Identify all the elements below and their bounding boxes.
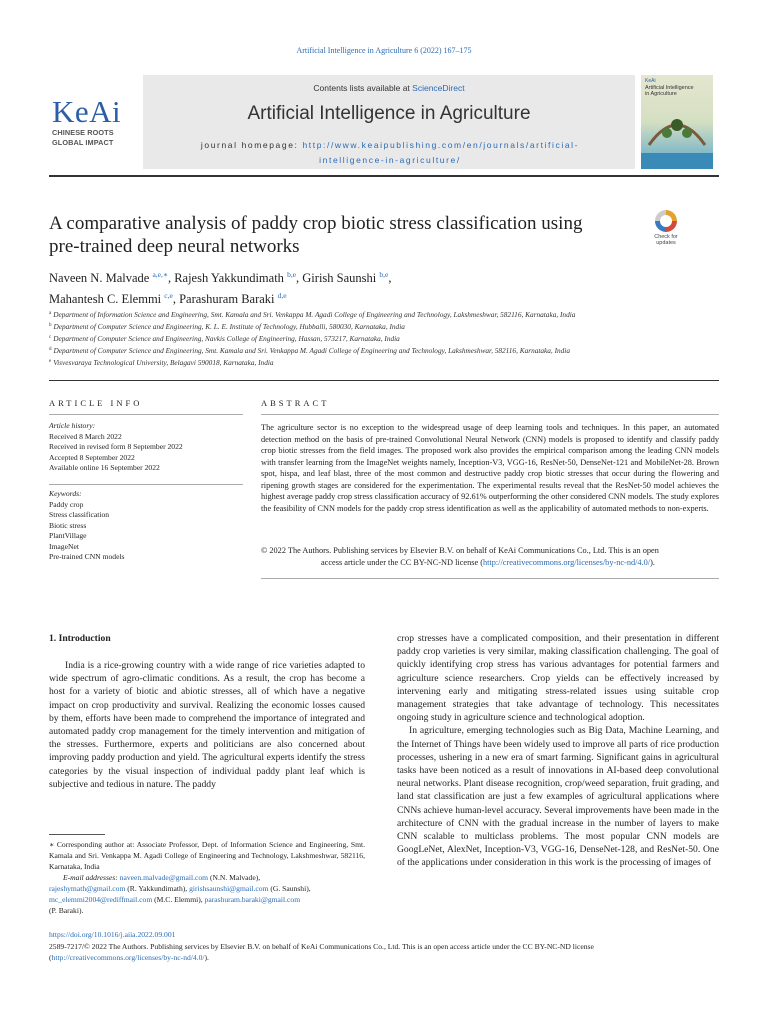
author-name[interactable]: Mahantesh C. Elemmi bbox=[49, 292, 162, 306]
cover-artwork bbox=[641, 75, 713, 169]
keai-tagline-1: CHINESE ROOTS bbox=[52, 128, 114, 137]
author-name[interactable]: Naveen N. Malvade bbox=[49, 271, 150, 285]
affiliation-item: $^e$ Visvesvaraya Technological University, Belagavi 590018, Karnataka, India bbox=[49, 358, 274, 367]
intro-paragraph: In agriculture, emerging technologies such as Big Data, Machine Learning, and the Internet of Things have been widely used to improve all parts of rice production processes, ushering in a new era of smart farming. Significant gains in agricultural tasks have been noticed as a result of innovations in AI-based deep convolutional neural networks. Plant disease recognition, crop/weed separation, fruit grading, and land stat classification are just a few examples of agricultural applications where CNNs achieve human-level accuracy. Several improvements have been made in the architecture of CNN with the gradual increase in the number of layers to make CNN scalable to multiclass problems. The most popular CNN models are GoogLeNet, AlexNet, Inception-V3, VGG-16, DenseNet-128, and ResNet-50. One of the applications under consideration in this work is the processing of images of bbox=[397, 725, 719, 869]
author-affil-sup[interactable]: b,e bbox=[379, 270, 389, 279]
author-affil-sup[interactable]: a,e,∗ bbox=[152, 270, 168, 279]
intro-column-2 bbox=[397, 632, 719, 870]
email-link[interactable]: mc_elemmi2004@rediffmail.com bbox=[49, 895, 153, 904]
issn-license-line: 2589-7217/© 2022 The Authors. Publishing services by Elsevier B.V. on behalf of KeAi Communications Co., Ltd. This is an open access article under the CC BY-NC-ND license (http://creativecommons.org/licenses/by-nc-nd/4.0/). bbox=[49, 942, 594, 962]
journal-cover-image bbox=[641, 75, 713, 169]
footnote-rule bbox=[49, 834, 105, 835]
intro-paragraph: crop stresses have a complicated composition, and their presentation in different paddy crop varieties is very similar, making classification challenging. The goal of quickly identifying crop stress has various advantages for potential farmers and agriculture science researchers. Crop yields can be effectively increased by intervening early and mitigating stress-related issues using suitable crop management strategies that take advantage of technology. This necessitates ongoing study in agriculture science and technological adoption. bbox=[397, 633, 719, 724]
author-list: Naveen N. Malvade $^{a,e,∗}$, Rajesh Yakkundimath $^{b,e}$, Girish Saunshi $^{b,e}$, Mahantesh C. Elemmi $^{c,e}$, Parashuram Baraki $^{d,e}$ bbox=[49, 270, 392, 306]
affiliation-item: $^a$ Department of Information Science and Engineering, Smt. Kamala and Sri. Venkappa M. Agadi College of Engineering and Technology, Lakshmeshwar, 582116, Karnataka, India bbox=[49, 310, 576, 319]
journal-homepage bbox=[160, 138, 620, 168]
keywords-label: Keywords: bbox=[49, 489, 82, 498]
affiliation-item: $^b$ Department of Computer Science and Engineering, K. L. E. Institute of Technology, Hubballi, 580030, Karnataka, India bbox=[49, 322, 405, 331]
history-item: Received in revised form 8 September 2022 bbox=[49, 442, 183, 451]
abstract-heading: ABSTRACT bbox=[261, 398, 330, 408]
footnote bbox=[49, 839, 365, 916]
license-link[interactable]: http://creativecommons.org/licenses/by-nc-nd/4.0/ bbox=[482, 557, 651, 567]
intro-column-1: India is a rice-growing country with a wide range of rice varieties adapted to wide spectrum of agro-climatic conditions. As a result, the crop has become a host for a variety of biotic and abiotic stresses, all of which have a negative impact on crop productivity and survival. Realizing the economic losses caused by them, efforts have been made to comprehend the importance of integrated and automated paddy crop management for the timely intervention and mitigation of the stresses. Furthermore, experts and politicians are also concerned about improving paddy production and yield. The agricultural experts identify the stress categories by the visual inspection of individual paddy plant leaf which is subjective and tedious in nature. The paddy bbox=[49, 660, 365, 790]
homepage-label: journal homepage: bbox=[200, 140, 303, 150]
sciencedirect-link[interactable]: ScienceDirect bbox=[412, 83, 465, 93]
header-rule bbox=[49, 175, 719, 177]
keai-tagline-2: GLOBAL IMPACT bbox=[52, 138, 114, 147]
keai-logo-word: KeAi bbox=[52, 94, 122, 129]
section-rule bbox=[49, 380, 719, 381]
journal-reference[interactable]: Artificial Intelligence in Agriculture 6 (2022) 167–175 bbox=[296, 46, 472, 55]
abstract-bottom-rule bbox=[261, 578, 719, 579]
abstract-rule bbox=[261, 414, 719, 415]
homepage-link-cont[interactable]: intelligence-in-agriculture/ bbox=[319, 155, 461, 165]
abstract-text: The agriculture sector is no exception to the widespread usage of deep learning tools and techniques. In this paper, an automated detection method on the basis of pre-trained Convolutional Neural Network (CNN) models is proposed to identify and classify paddy crop biotic stresses from the field images. The proposed work also provides the empirical comparison among the leading CNN models with transfer learning from the ImageNet weights namely, Inception-V3, VGG-16, ResNet-50, DenseNet-121 and MobileNet-28. Brown spot, hispa, and leaf blast, three of the most common and destructive paddy crop biotic stresses that occur during the flowering and ripening growth stages are considered for the experimentation. The experimental results reveal that the ResNet-50 model achieves the highest average paddy crop stress classification accuracy of 92.61% outperforming the other considered CNN models. The study explores the feasibility of CNN models for the paddy crop stress identification as well as the applicability of automated methods to non-experts. bbox=[261, 423, 719, 513]
abstract-copyright bbox=[261, 545, 719, 568]
history-item: Accepted 8 September 2022 bbox=[49, 452, 135, 462]
keyword-item: Biotic stress bbox=[49, 520, 87, 530]
affiliation-item: $^c$ Department of Computer Science and Engineering, Navkis College of Engineering, Hassan, 573217, Karnataka, India bbox=[49, 334, 400, 343]
homepage-link[interactable]: http://www.keaipublishing.com/en/journals/artificial- bbox=[302, 140, 580, 150]
author-name[interactable]: Rajesh Yakkundimath bbox=[174, 271, 284, 285]
email-link[interactable]: girishsaunshi@gmail.com bbox=[189, 884, 269, 893]
check-for-updates-button[interactable] bbox=[648, 210, 684, 246]
history-item: Received 8 March 2022 bbox=[49, 431, 122, 441]
doi-link[interactable]: https://doi.org/10.1016/j.aiia.2022.09.001 bbox=[49, 930, 176, 939]
introduction-heading: 1. Introduction bbox=[49, 633, 111, 644]
keyword-item: ImageNet bbox=[49, 541, 79, 551]
history-label: Article history: bbox=[49, 421, 96, 430]
keyword-item: Paddy crop bbox=[49, 499, 84, 509]
history-item: Available online 16 September 2022 bbox=[49, 463, 160, 472]
cover-title: Artificial Intelligence in Agriculture bbox=[645, 85, 694, 97]
affiliations bbox=[49, 308, 729, 368]
author-name[interactable]: Parashuram Baraki bbox=[179, 292, 275, 306]
author-affil-sup[interactable]: c,e bbox=[164, 291, 173, 300]
journal-title: Artificial Intelligence in Agriculture bbox=[247, 103, 531, 124]
article-info-heading: ARTICLE INFO bbox=[49, 398, 143, 408]
check-updates-icon bbox=[655, 210, 677, 232]
check-updates-label: Check for updates bbox=[654, 234, 678, 246]
contents-prefix: Contents lists available at bbox=[313, 83, 413, 93]
author-affil-sup[interactable]: d,e bbox=[277, 291, 287, 300]
keywords bbox=[49, 489, 249, 563]
email-link[interactable]: parashuram.baraki@gmail.com bbox=[204, 895, 301, 904]
contents-line bbox=[143, 83, 635, 93]
keyword-item: Stress classification bbox=[49, 510, 110, 519]
keywords-rule bbox=[49, 484, 243, 485]
paper-title: A comparative analysis of paddy crop biotic stress classification using pre-trained deep neural networks bbox=[49, 213, 583, 257]
cover-brand: KeAi bbox=[645, 78, 656, 84]
copyright-text-cont: access article under the CC BY-NC-ND license (http://creativecommons.org/licenses/by-nc-nd/4.0/). bbox=[321, 557, 655, 567]
author-name[interactable]: Girish Saunshi bbox=[302, 271, 377, 285]
copyright-text: © 2022 The Authors. Publishing services by Elsevier B.V. on behalf of KeAi Communications Co., Ltd. This is an open bbox=[261, 546, 659, 555]
article-history bbox=[49, 421, 249, 474]
license-link-footer[interactable]: http://creativecommons.org/licenses/by-nc-nd/4.0/ bbox=[51, 953, 205, 962]
email-link[interactable]: naveen.malvade@gmail.com bbox=[119, 873, 209, 882]
email-line: (P. Baraki). bbox=[49, 906, 84, 915]
keyword-item: Pre-trained CNN models bbox=[49, 552, 125, 561]
affiliation-item: $^d$ Department of Computer Science and Engineering, Smt. Kamala and Sri. Venkappa M. Agadi College of Engineering and Technology, Lakshmeshwar, 582116, Karnataka, India bbox=[49, 346, 570, 355]
email-addresses: E-mail addresses: naveen.malvade@gmail.com (N.N. Malvade), bbox=[63, 873, 261, 882]
email-line: mc_elemmi2004@rediffmail.com (M.C. Elemmi), parashuram.baraki@gmail.com bbox=[49, 895, 301, 904]
author-affil-sup[interactable]: b,e bbox=[287, 270, 297, 279]
corresponding-author-note: ∗ Corresponding author at: Associate Professor, Dept. of Information Science and Engineering, Smt. Kamala and Sri. Venkappa M. Agadi College of Engineering and Technology, Lakshmeshwar, 582116, Karnataka, India bbox=[49, 840, 365, 871]
keyword-item: PlantVillage bbox=[49, 531, 87, 540]
keai-logo bbox=[52, 96, 132, 148]
article-info-rule bbox=[49, 414, 243, 415]
email-line: rajeshymath@gmail.com (R. Yakkundimath), girishsaunshi@gmail.com (G. Saunshi), bbox=[49, 884, 311, 893]
email-link[interactable]: rajeshymath@gmail.com bbox=[49, 884, 126, 893]
